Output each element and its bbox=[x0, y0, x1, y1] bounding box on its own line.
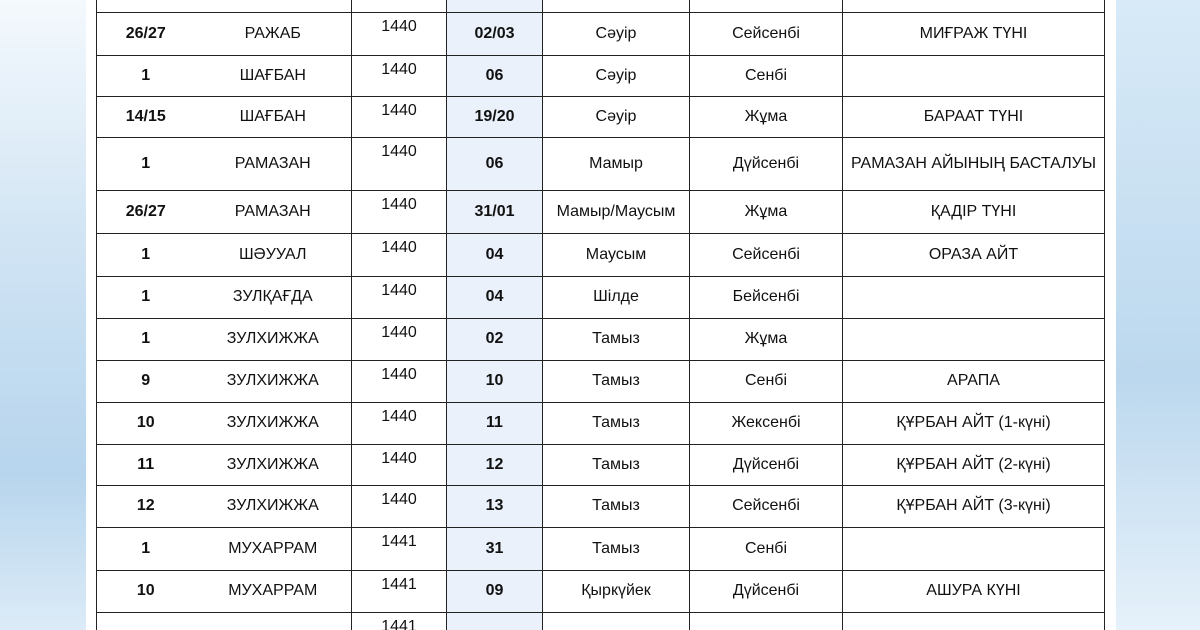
hijri-month-cell: ЗУЛХИЖЖА bbox=[195, 402, 352, 444]
event-cell: БАРААТ ТҮНІ bbox=[843, 96, 1105, 137]
gregorian-month-cell: Сәуір bbox=[543, 12, 690, 55]
table-row bbox=[97, 570, 1105, 612]
gregorian-month-cell: Қыркүйек bbox=[543, 570, 690, 612]
weekday-cell: Сейсенбі bbox=[690, 233, 843, 276]
gregorian-day-cell: 11 bbox=[447, 402, 543, 444]
table-row bbox=[97, 444, 1105, 485]
gregorian-month-cell: Сәуір bbox=[543, 96, 690, 137]
gregorian-month-cell: Тамыз bbox=[543, 318, 690, 360]
hijri-day-cell: 1 bbox=[97, 318, 195, 360]
hijri-year-cell: 1440 bbox=[352, 485, 447, 527]
gregorian-month-cell: Тамыз bbox=[543, 485, 690, 527]
weekday-cell: Жексенбі bbox=[690, 402, 843, 444]
event-cell: ҚҰРБАН АЙТ (1-күні) bbox=[843, 402, 1105, 444]
hijri-month-cell: ЗУЛХИЖЖА bbox=[195, 485, 352, 527]
table-row bbox=[97, 360, 1105, 402]
gregorian-month-cell: Маусым bbox=[543, 233, 690, 276]
hijri-year-cell: 1441 bbox=[352, 612, 447, 630]
weekday-cell: Сенбі bbox=[690, 527, 843, 570]
hijri-day-cell: 11 bbox=[97, 444, 195, 485]
event-cell bbox=[843, 612, 1105, 630]
event-cell bbox=[843, 0, 1105, 12]
hijri-year-cell: 1440 bbox=[352, 190, 447, 233]
gregorian-day-cell bbox=[447, 0, 543, 12]
hijri-month-cell: ЗУЛХИЖЖА bbox=[195, 318, 352, 360]
hijri-day-cell: 26/27 bbox=[97, 12, 195, 55]
weekday-cell: Бейсенбі bbox=[690, 276, 843, 318]
event-cell bbox=[843, 318, 1105, 360]
weekday-cell: Дүйсенбі bbox=[690, 444, 843, 485]
gregorian-day-cell: 19/20 bbox=[447, 96, 543, 137]
hijri-day-cell: 1 bbox=[97, 233, 195, 276]
hijri-year-cell: 1440 bbox=[352, 233, 447, 276]
hijri-day-cell: 10 bbox=[97, 402, 195, 444]
hijri-month-cell bbox=[195, 0, 352, 12]
gregorian-day-cell: 12 bbox=[447, 444, 543, 485]
hijri-year-cell: 1440 bbox=[352, 137, 447, 190]
weekday-cell bbox=[690, 0, 843, 12]
hijri-month-cell: ЗУЛҚАҒДА bbox=[195, 276, 352, 318]
weekday-cell: Сейсенбі bbox=[690, 485, 843, 527]
calendar-sheet bbox=[86, 0, 1116, 630]
weekday-cell: Жұма bbox=[690, 190, 843, 233]
gregorian-day-cell: 13 bbox=[447, 485, 543, 527]
gregorian-day-cell bbox=[447, 612, 543, 630]
gregorian-month-cell bbox=[543, 0, 690, 12]
weekday-cell: Жұма bbox=[690, 318, 843, 360]
table-row bbox=[97, 233, 1105, 276]
event-cell: ҚҰРБАН АЙТ (2-күні) bbox=[843, 444, 1105, 485]
table-row bbox=[97, 402, 1105, 444]
weekday-cell: Сенбі bbox=[690, 55, 843, 96]
event-cell bbox=[843, 527, 1105, 570]
gregorian-day-cell: 02/03 bbox=[447, 12, 543, 55]
table-row bbox=[97, 485, 1105, 527]
gregorian-day-cell: 04 bbox=[447, 276, 543, 318]
background-left bbox=[0, 0, 86, 630]
hijri-day-cell: 1 bbox=[97, 276, 195, 318]
event-cell: АРАПА bbox=[843, 360, 1105, 402]
event-cell bbox=[843, 55, 1105, 96]
gregorian-month-cell: Тамыз bbox=[543, 360, 690, 402]
hijri-month-cell: РАЖАБ bbox=[195, 12, 352, 55]
hijri-year-cell: 1441 bbox=[352, 527, 447, 570]
event-cell: ОРАЗА АЙТ bbox=[843, 233, 1105, 276]
hijri-month-cell: РАМАЗАН bbox=[195, 190, 352, 233]
hijri-month-cell: МУХАРРАМ bbox=[195, 570, 352, 612]
table-row bbox=[97, 318, 1105, 360]
hijri-year-cell: 1440 bbox=[352, 444, 447, 485]
weekday-cell: Дүйсенбі bbox=[690, 137, 843, 190]
gregorian-day-cell: 10 bbox=[447, 360, 543, 402]
hijri-month-cell bbox=[195, 612, 352, 630]
table-row bbox=[97, 527, 1105, 570]
gregorian-day-cell: 31/01 bbox=[447, 190, 543, 233]
hijri-month-cell: ШӘУУАЛ bbox=[195, 233, 352, 276]
gregorian-month-cell: Мамыр/Маусым bbox=[543, 190, 690, 233]
gregorian-month-cell: Шілде bbox=[543, 276, 690, 318]
gregorian-day-cell: 31 bbox=[447, 527, 543, 570]
table-row bbox=[97, 612, 1105, 630]
hijri-year-cell bbox=[352, 0, 447, 12]
event-cell: ҚҰРБАН АЙТ (3-күні) bbox=[843, 485, 1105, 527]
religious-holidays-table bbox=[96, 0, 1105, 630]
table-row bbox=[97, 276, 1105, 318]
hijri-day-cell: 26/27 bbox=[97, 190, 195, 233]
gregorian-month-cell: Мамыр bbox=[543, 137, 690, 190]
weekday-cell: Дүйсенбі bbox=[690, 570, 843, 612]
hijri-day-cell: 1 bbox=[97, 527, 195, 570]
hijri-day-cell: 9 bbox=[97, 360, 195, 402]
hijri-month-cell: ЗУЛХИЖЖА bbox=[195, 360, 352, 402]
table-row bbox=[97, 137, 1105, 190]
gregorian-month-cell bbox=[543, 612, 690, 630]
gregorian-day-cell: 09 bbox=[447, 570, 543, 612]
hijri-year-cell: 1440 bbox=[352, 55, 447, 96]
hijri-day-cell: 1 bbox=[97, 137, 195, 190]
gregorian-month-cell: Сәуір bbox=[543, 55, 690, 96]
hijri-year-cell: 1440 bbox=[352, 318, 447, 360]
gregorian-day-cell: 02 bbox=[447, 318, 543, 360]
hijri-year-cell: 1440 bbox=[352, 276, 447, 318]
hijri-year-cell: 1440 bbox=[352, 96, 447, 137]
hijri-year-cell: 1440 bbox=[352, 360, 447, 402]
hijri-month-cell: ШАҒБАН bbox=[195, 96, 352, 137]
hijri-month-cell: РАМАЗАН bbox=[195, 137, 352, 190]
gregorian-day-cell: 04 bbox=[447, 233, 543, 276]
table-row bbox=[97, 12, 1105, 55]
hijri-year-cell: 1440 bbox=[352, 402, 447, 444]
hijri-day-cell bbox=[97, 612, 195, 630]
event-cell: ҚАДІР ТҮНІ bbox=[843, 190, 1105, 233]
event-cell: МИҒРАЖ ТҮНІ bbox=[843, 12, 1105, 55]
table-row bbox=[97, 0, 1105, 12]
table-row bbox=[97, 55, 1105, 96]
hijri-month-cell: ЗУЛХИЖЖА bbox=[195, 444, 352, 485]
table-row bbox=[97, 190, 1105, 233]
hijri-day-cell: 12 bbox=[97, 485, 195, 527]
event-cell: РАМАЗАН АЙЫНЫҢ БАСТАЛУЫ bbox=[843, 137, 1105, 190]
table-row bbox=[97, 96, 1105, 137]
hijri-day-cell bbox=[97, 0, 195, 12]
weekday-cell: Жұма bbox=[690, 96, 843, 137]
gregorian-month-cell: Тамыз bbox=[543, 527, 690, 570]
hijri-month-cell: МУХАРРАМ bbox=[195, 527, 352, 570]
weekday-cell bbox=[690, 612, 843, 630]
weekday-cell: Сейсенбі bbox=[690, 12, 843, 55]
weekday-cell: Сенбі bbox=[690, 360, 843, 402]
gregorian-month-cell: Тамыз bbox=[543, 444, 690, 485]
event-cell bbox=[843, 276, 1105, 318]
hijri-month-cell: ШАҒБАН bbox=[195, 55, 352, 96]
hijri-day-cell: 14/15 bbox=[97, 96, 195, 137]
hijri-year-cell: 1441 bbox=[352, 570, 447, 612]
hijri-day-cell: 1 bbox=[97, 55, 195, 96]
hijri-day-cell: 10 bbox=[97, 570, 195, 612]
background-right bbox=[1110, 0, 1200, 630]
gregorian-day-cell: 06 bbox=[447, 137, 543, 190]
gregorian-month-cell: Тамыз bbox=[543, 402, 690, 444]
event-cell: АШУРА КҮНІ bbox=[843, 570, 1105, 612]
hijri-year-cell: 1440 bbox=[352, 12, 447, 55]
gregorian-day-cell: 06 bbox=[447, 55, 543, 96]
